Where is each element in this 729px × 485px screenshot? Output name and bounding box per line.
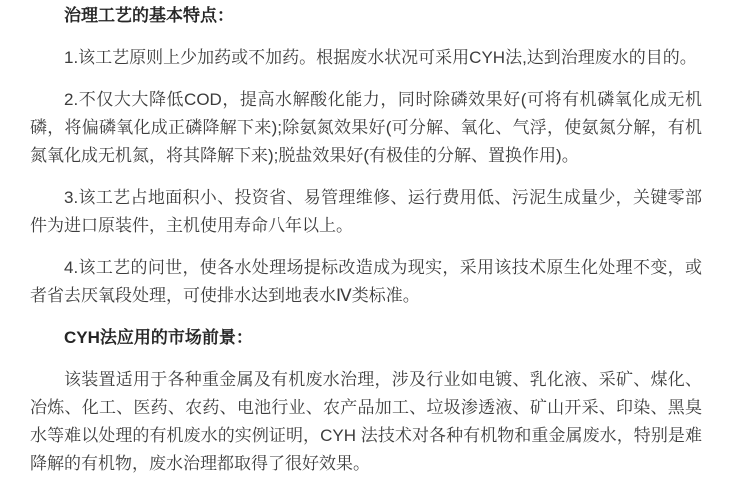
paragraph-market-prospects: 该装置适用于各种重金属及有机废水治理，涉及行业如电镀、乳化液、采矿、煤化、冶炼、化工、医药、农药、电池行业、农产品加工、垃圾渗透液、矿山开采、印染、黑臭水等难以处理的有机废水的实例证明，CYH 法技术对各种有机物和重金属废水，特别是难降解的有机物，废水治理都取得了很好效果。 [30, 370, 702, 473]
paragraph-feature-1: 1.该工艺原则上少加药或不加药。根据废水状况可采用CYH法,达到治理废水的目的。 [64, 48, 697, 67]
paragraph-feature-3: 3.该工艺占地面积小、投资省、易管理维修、运行费用低、污泥生成量少，关键零部件为进口原装件，主机使用寿命八年以上。 [30, 188, 702, 235]
paragraph-feature-2: 2.不仅大大降低COD，提高水解酸化能力，同时除磷效果好(可将有机磷氧化成无机磷，将偏磷氧化成正磷降解下来);除氨氮效果好(可分解、氧化、气浮，使氨氮分解，有机氮氧化成无机氮，将其降解下来);脱盐效果好(有极佳的分解、置换作用)。 [30, 90, 702, 165]
paragraph-feature-4: 4.该工艺的问世，使各水处理场提标改造成为现实，采用该技术原生化处理不变，或者省去厌氧段处理，可使排水达到地表水Ⅳ类标准。 [30, 258, 702, 305]
section-heading-market-prospects: CYH法应用的市场前景： [64, 328, 253, 347]
section-heading-process-features: 治理工艺的基本特点： [64, 6, 234, 25]
